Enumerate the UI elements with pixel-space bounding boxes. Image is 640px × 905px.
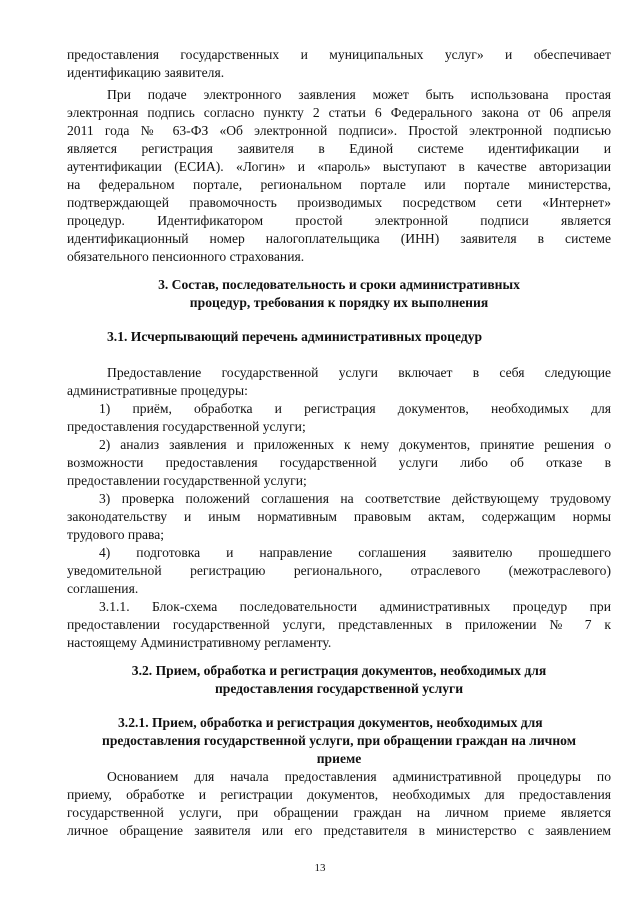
subsection-heading: 3.1. Исчерпывающий перечень административных процедур xyxy=(107,329,483,344)
section-heading: процедур, требования к порядку их выполнения xyxy=(189,295,489,310)
body-line: предоставлении государственной услуги; xyxy=(67,473,307,488)
body-line: подтверждающей правомочность производимых посредством сети «Интернет» xyxy=(67,195,611,210)
body-line: электронная подпись согласно пункту 2 статьи 6 Федерального закона от 06 апреля xyxy=(67,105,611,120)
body-line: настоящему Административному регламенту. xyxy=(67,635,332,650)
body-line: законодательству и иным нормативным правовым актам, содержащим нормы xyxy=(67,509,611,524)
subsection-heading: предоставления государственной услуги xyxy=(214,681,464,696)
body-line: процедур. Идентификатором простой электронной подписи является xyxy=(67,213,611,228)
body-line: уведомительной регистрацию регионального, отраслевого (межотраслевого) xyxy=(67,563,611,578)
body-line: Основанием для начала предоставления административной процедуры по xyxy=(107,769,611,784)
list-item: 2) анализ заявления и приложенных к нему документов, принятие решения о xyxy=(99,437,611,452)
body-line: государственной услуги, при обращении граждан на личном приеме является xyxy=(67,805,611,820)
body-line: идентификацию заявителя. xyxy=(67,65,225,80)
body-line: административные процедуры: xyxy=(67,383,248,398)
body-line: на федеральном портале, региональном портале или портале министерства, xyxy=(67,177,611,192)
list-item: 3) проверка положений соглашения на соответствие действующему трудовому xyxy=(99,491,611,506)
subsection-heading: 3.2. Прием, обработка и регистрация документов, необходимых для xyxy=(131,663,547,678)
body-line: личное обращение заявителя или его представителя в министерство с заявлением xyxy=(67,823,611,838)
body-line: 3.1.1. Блок-схема последовательности административных процедур при xyxy=(99,599,611,614)
subsubsection-heading: приеме xyxy=(316,751,362,766)
page-number: 13 xyxy=(314,862,326,874)
subsubsection-heading: предоставления государственной услуги, при обращении граждан на личном xyxy=(102,733,576,748)
list-item: 4) подготовка и направление соглашения заявителю прошедшего xyxy=(99,545,611,560)
body-line: При подаче электронного заявления может быть использована простая xyxy=(107,87,611,102)
list-item: 1) приём, обработка и регистрация документов, необходимых для xyxy=(99,401,611,416)
body-line: идентификационный номер налогоплательщика (ИНН) заявителя в системе xyxy=(67,231,611,246)
subsubsection-heading: 3.2.1. Прием, обработка и регистрация документов, необходимых для xyxy=(118,715,543,730)
body-line: соглашения. xyxy=(67,581,139,596)
body-line: Предоставление государственной услуги включает в себя следующие xyxy=(107,365,611,380)
body-line: предоставлении государственной услуги, представленных в приложении № 7 к xyxy=(67,617,611,632)
body-line: предоставления государственной услуги; xyxy=(67,419,306,434)
section-heading: 3. Состав, последовательность и сроки административных xyxy=(158,277,520,292)
body-line: аутентификации (ЕСИА). «Логин» и «пароль» выступают в качестве авторизации xyxy=(67,159,611,174)
body-line: обязательного пенсионного страхования. xyxy=(67,249,305,264)
body-line: 2011 года № 63-ФЗ «Об электронной подписи». Простой электронной подписью xyxy=(67,123,611,138)
body-line: трудового права; xyxy=(67,527,165,542)
body-line: приему, обработке и регистрации документов, необходимых для предоставления xyxy=(67,787,611,802)
body-line: предоставления государственных и муниципальных услуг» и обеспечивает xyxy=(67,47,611,62)
body-line: возможности предоставления государственной услуги либо об отказе в xyxy=(67,455,611,470)
body-line: является регистрация заявителя в Единой системе идентификации и xyxy=(67,141,611,156)
